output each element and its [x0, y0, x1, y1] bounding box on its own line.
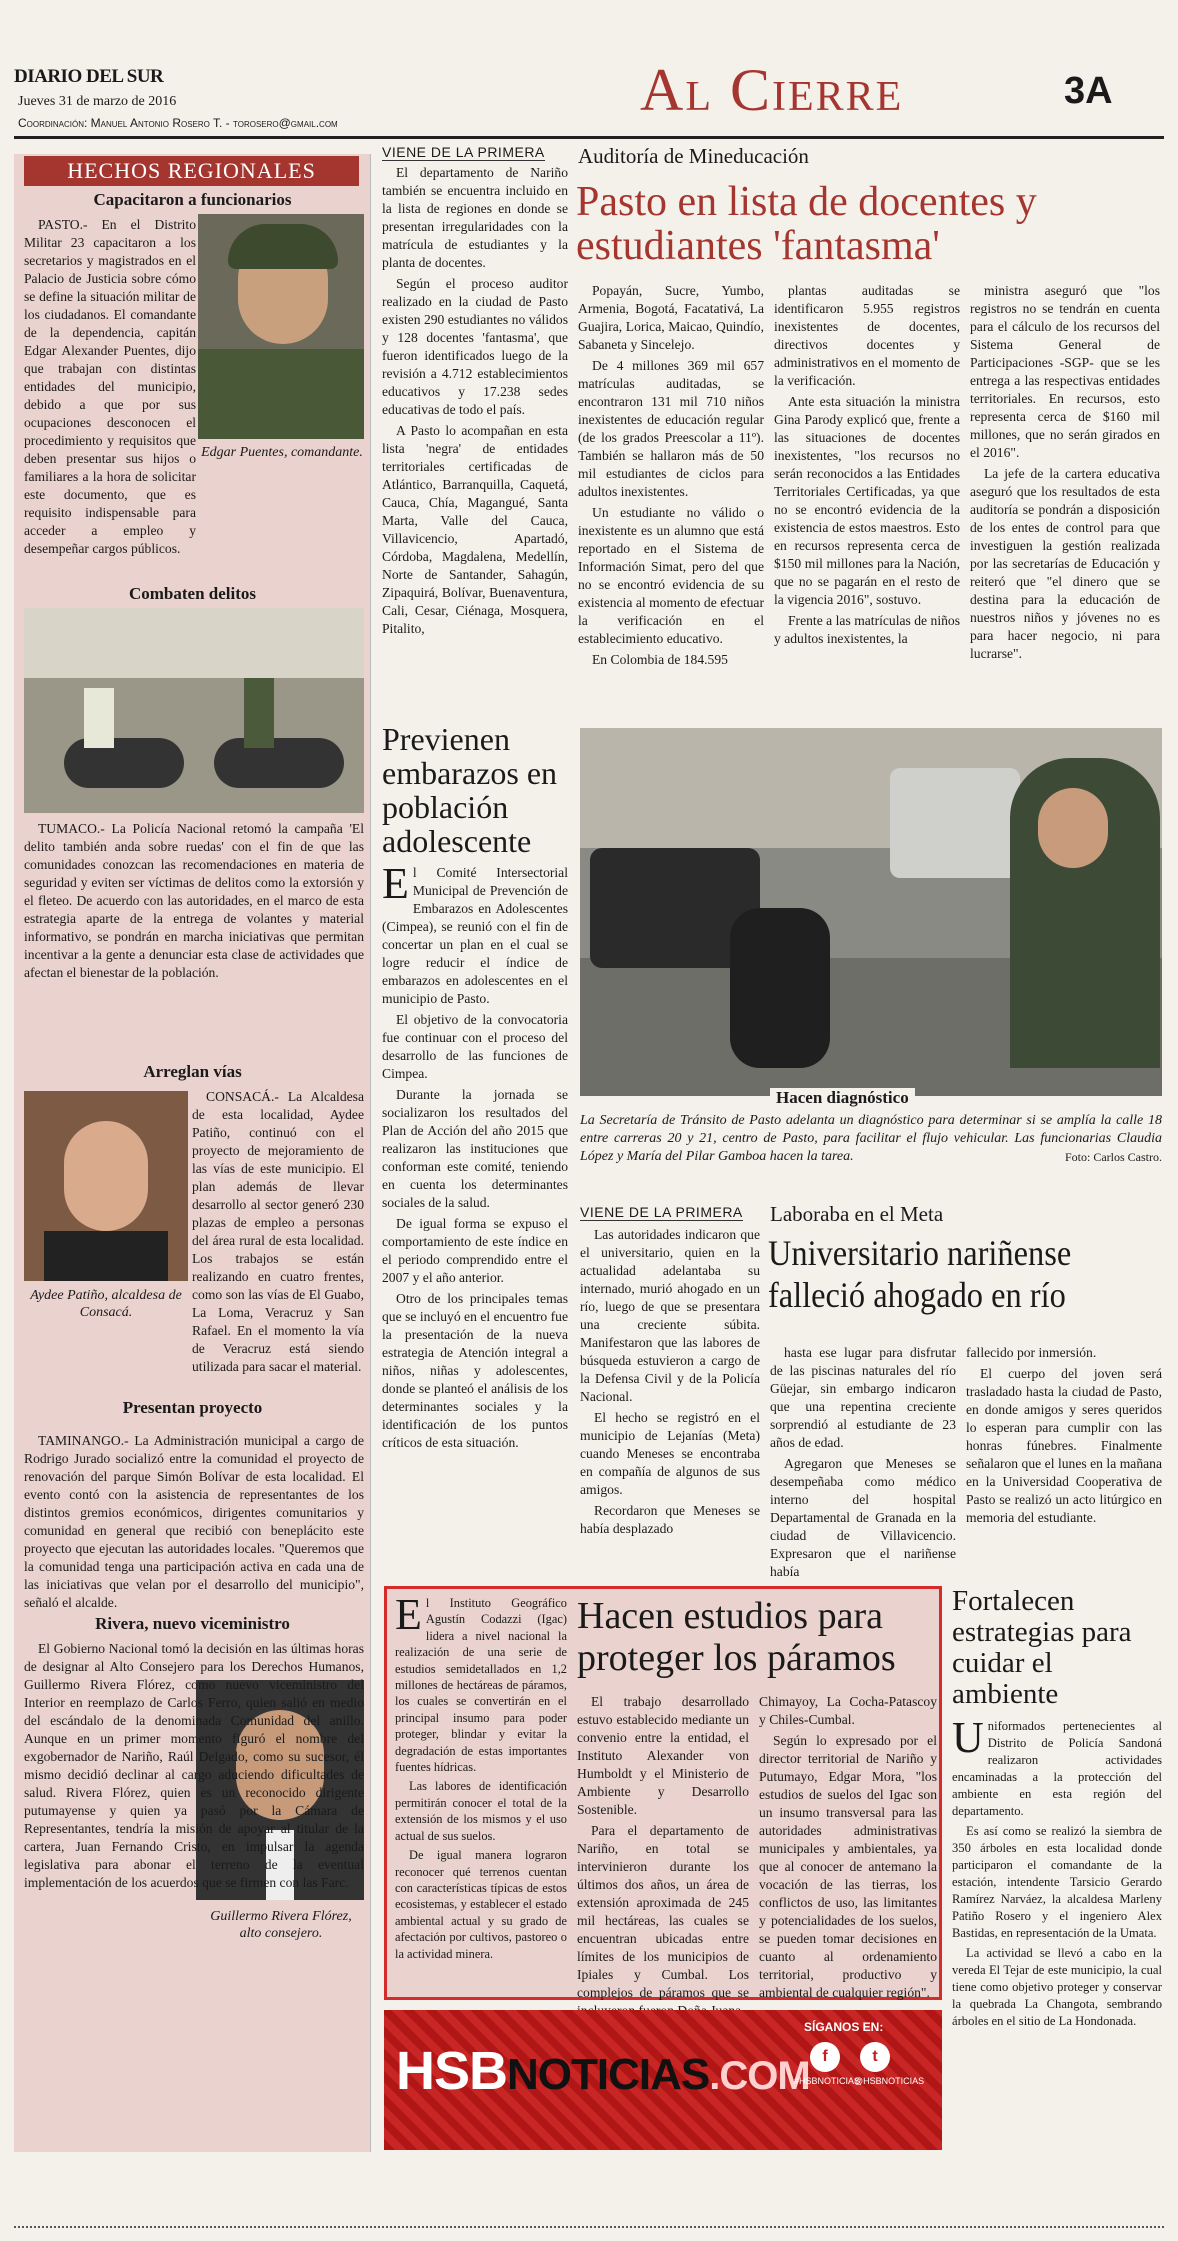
street-photo — [580, 728, 1162, 1096]
section-title: Al Cierre — [640, 57, 904, 123]
photo-credit: Foto: Carlos Castro. — [1064, 1150, 1162, 1164]
paramos-box — [384, 1586, 942, 2000]
paramos-p6: Chimayoy, La Cocha-Patascoy y Chiles-Cumbal. — [759, 1694, 937, 1727]
main-p6: Un estudiante no válido o inexistente es un alumno que está reportado en el Sistema de Información Simat, pero del que no se encontró evidencia de su existencia al momento de efectuar la verificación en el establecimiento educativo. — [578, 505, 764, 646]
paramos-p2: Las labores de identificación permitirán conocer el total de la extensión de los mismos y el uso actual de sus suelos. — [395, 1779, 567, 1843]
main-p9: Ante esta situación la ministra Gina Parody explicó que, frente a las situaciones de docentes inexistentes, "los recursos no serán reconocidos a las Entidades Territoriales Certificadas, ya que no se encontró evidencia de la existencia de estos maestros. Esto en recursos representa cerca de $150 mil millones para la Nación, que no se pagarán en el resto de la vigencia 2016", sostuvo. — [774, 394, 960, 607]
ad-noticias: NOTICIAS — [507, 2050, 710, 2099]
s5-text: El Gobierno Nacional tomó la decisión en las últimas horas de designar al Alto Consejero para los Derechos Humanos, Guillermo Rivera Flórez, como nuevo viceministro del Interior en reemplazo de Carlos Ferro, quien salió en medio del escándalo de la denominada Comunidad del anillo. Aunque en un primer momento figuró el nombre del exgobernador de Nariño, Raúl Delgado, como su sucesor, él mismo decidió declinar al cargo aduciendo dificultades de salud. Rivera Flórez, quien es un reconocido dirigente putumayense y quien ya pasó por la Cámara de Representantes, tendría la misión de apoyar al titular de la cartera, Juan Fernando Cristo, en impulsar la agenda legislativa para abonar el terreno de la eventual implementación de los acuerdos que se firmen con las Farc. — [24, 1641, 364, 1890]
emb-p5: Otro de los principales temas que se incluyó en el encuentro fue la presentación de la nueva estrategia de Atención integral a niños, niñas y adolescentes, donde se planteó el análisis de los determinantes sociales y la identificación de los puntos críticos de esta situación. — [382, 1291, 568, 1450]
main-col4 — [970, 282, 1160, 666]
main-kicker: VIENE DE LA PRIMERA — [382, 144, 545, 160]
meta-kicker: VIENE DE LA PRIMERA — [580, 1204, 743, 1220]
main-p1: El departamento de Nariño también se encuentra incluido en la lista de regiones en donde se presentan irregularidades con la matrícula de estudiantes y la planta de docentes. — [382, 165, 568, 270]
hsb-ad[interactable] — [384, 2010, 942, 2150]
paramos-p7: Según lo expresado por el director territorial de Nariño y Putumayo, Edgar Mora, "los estudios de suelos del Igac son un insumo transversal para las autoridades administrativas municipales y ambientales, ya que al conocer de antemano la vocación de las tierras, los conflictos de uso, las limitantes y potencialidades de los suelos, se pueden tomar decisiones en cuanto al ordenamiento territorial, productivo y ambiental de cualquier región". — [759, 1733, 937, 2000]
s4-text: TAMINANGO.- La Administración municipal a cargo de Rodrigo Jurado socializó entre la comunidad el proyecto de renovación del parque Simón Bolívar de esta localidad. El evento contó con la asistencia de representantes de los distintos gremios económicos, dirigentes comunitarios y comunidad en general que recibió con beneplácito este proyecto que ejecutan las autoridades locales. "Queremos que la comunidad tenga una participación activa en cada una de las iniciativas que velan por el desarrollo del municipio", señaló el alcalde. — [24, 1433, 364, 1610]
meta-p4: hasta ese lugar para disfrutar de las piscinas naturales del río Güejar, sin embargo indicaron que una repentina creciente sorprendió al estudiante de 23 años de edad. — [770, 1345, 956, 1450]
main-p4: Popayán, Sucre, Yumbo, Armenia, Bogotá, Facatativá, La Guajira, Lorica, Maicao, Quindío, Sabaneta y Sincelejo. — [578, 283, 764, 352]
coordinator: Coordinación: Manuel Antonio Rosero T. - torosero@gmail.com — [18, 116, 338, 130]
s2-title: Combaten delitos — [128, 584, 257, 603]
s3-title: Arreglan vías — [143, 1062, 242, 1081]
paramos-col3 — [759, 1693, 937, 2005]
emb-story — [382, 722, 568, 1455]
main-p8: plantas auditadas se identificaron 5.955 registros inexistentes de docentes, directivos docentes y administrativos en el momento de la verificación. — [774, 283, 960, 388]
s1-caption: Edgar Puentes, comandante. — [201, 445, 363, 460]
s5-body — [24, 1640, 364, 1895]
regional-header: HECHOS REGIONALES — [24, 156, 359, 186]
ad-com: .COM — [709, 2054, 810, 2098]
meta-p7: El cuerpo del joven será trasladado hasta la ciudad de Pasto, en donde amigos y seres queridos lo esperan para cumplir con las honras fúnebres. Finalmente señalaron que el lunes en la mañana en la Universidad Cooperativa de Pasto se realizó un acto litúrgico en memoria del estudiante. — [966, 1366, 1162, 1525]
ambiente-story — [952, 1586, 1162, 2033]
ad-handle-2: @HSBNOTICIAS — [854, 2076, 925, 2086]
emb-p3: Durante la jornada se socializaron los resultados del Plan de Acción del año 2015 que realizaron las instituciones que conforman este comité, teniendo en cuenta los determinantes sociales de la salud. — [382, 1087, 568, 1210]
paramos-headline: Hacen estudios para proteger los páramos — [577, 1595, 896, 1679]
s4-title: Presentan proyecto — [122, 1398, 263, 1417]
meta-headline: Universitario nariñense falleció ahogado en río — [768, 1233, 1072, 1315]
meta-col1 — [580, 1226, 760, 1541]
edgar-photo — [198, 214, 364, 439]
twitter-icon[interactable]: t — [860, 2042, 890, 2072]
ambiente-p1: Uniformados pertenecientes al Distrito de Policía Sandoná realizaron actividades encaminadas a la protección del ambiente en esta región del departamento. — [952, 1713, 1162, 1818]
aydee-photo — [24, 1091, 188, 1281]
s2-body — [24, 820, 364, 985]
meta-p6: fallecido por inmersión. — [966, 1345, 1097, 1360]
ad-handle-1: #HSBNOTICIAS — [794, 2076, 861, 2086]
masthead-rule — [14, 136, 1164, 139]
main-subtitle: Auditoría de Mineducación — [578, 144, 809, 168]
ambiente-p2: Es así como se realizó la siembra de 350 árboles en esta localidad donde participaron el comandante de la estación, intendente Tarsicio Gerardo Ramírez Narváez, la alcaldesa Marleny Patiño Rosero y el ingeniero Alex Bastidas, en representación de la Umata. — [952, 1824, 1162, 1940]
s4-body — [24, 1432, 364, 1615]
emb-p2: El objetivo de la convocatoria fue continuar con el proceso del desarrollo de las funciones de Cimpea. — [382, 1012, 568, 1081]
main-col3 — [774, 282, 960, 651]
main-p10: Frente a las matrículas de niños y adultos inexistentes, la — [774, 613, 960, 646]
paramos-col1 — [395, 1590, 567, 1965]
regional-column — [14, 154, 371, 2152]
paramos-col2 — [577, 1693, 749, 2023]
s2-text: TUMACO.- La Policía Nacional retomó la campaña 'El delito también anda sobre ruedas' con el fin de que las comunidades conozcan las recomendaciones en materia de seguridad y eviten ser víctimas de delitos como la extorsión y el fleteo. De acuerdo con las autoridades, en el marco de esta estrategia aparte de la entrega de volantes y material informativo, se pondrán en marcha iniciativas que permitan incentivar a la gente a denunciar esta clase de actividades que afectan el bienestar de la población. — [24, 821, 364, 980]
s1-title: Capacitaron a funcionarios — [93, 190, 292, 209]
brand-logo: DIARIO DEL SUR — [14, 66, 164, 87]
meta-col2 — [770, 1344, 956, 1584]
ambiente-p3: La actividad se llevó a cabo en la vereda El Tejar de este municipio, la cual tiene como objetivo proteger y conservar la quebrada La Changota, sembrando árboles en el sitio de La Hondonada. — [952, 1946, 1162, 2028]
diagnostico-block — [580, 728, 1162, 1200]
paramos-p4: El trabajo desarrollado estuvo establecido mediante un convenio entre la entidad, el Instituto Alexander von Humboldt y el Ministerio de Ambiente y Desarrollo Sostenible. — [577, 1694, 749, 1817]
ambiente-headline: Fortalecen estrategias para cuidar el ambiente — [952, 1585, 1132, 1710]
page-bottom-rule — [14, 2226, 1164, 2228]
photo-title: Hacen diagnóstico — [770, 1088, 915, 1108]
page-number: 3A — [1064, 70, 1113, 112]
main-p3: A Pasto lo acompañan en esta lista 'negra' de entidades territoriales certificadas de Atlántico, Barranquilla, Caquetá, Cauca, Chía, Magangué, Santa Marta, Valle del Cauca, Villavicencio, Apartadó, Córdoba, Magdalena, Medellín, Norte de Santander, Sahagún, Zipaquirá, Bolívar, Buenaventura, Cali, Cesar, Ciénaga, Mosquera, Pitalito, — [382, 423, 568, 636]
s1-body-a — [24, 216, 196, 556]
facebook-icon[interactable]: f — [810, 2042, 840, 2072]
emb-p1: El Comité Intersectorial Municipal de Prevención de Embarazos en Adolescentes (Cimpea), se reunió con el fin de concertar un plan en el cual se logre reducir el índice de embarazos en adolescentes en el municipio de Pasto. — [382, 859, 568, 1006]
meta-p1: Las autoridades indicaron que el universitario, quien en la actualidad adelantaba su internado, murió ahogado en un río, luego de que se presentara una creciente súbita. Manifestaron que las labores de búsqueda estuvieron a cargo de la Defensa Civil y de la Policía Nacional. — [580, 1227, 760, 1404]
paramos-p5: Para el departamento de Nariño, en total se intervinieron durante los últimos dos años, un área de extensión aproximada de 245 mil hectáreas, las cuales se encuentran ubicadas entre límites de los municipios de Ipiales y Cumbal. Los complejos de páramos que se — [577, 1823, 749, 2000]
main-col2 — [578, 282, 764, 672]
ad-logo — [396, 2041, 810, 2101]
main-p12: La jefe de la cartera educativa aseguró que los resultados de esta auditoría se pondrán a disposición de los entes de control para que investiguen la gestión realizada por las secretarías de Educación y reiteró que "el dinero que se destina para la educación de nuestros niños y jóvenes no es para hacer negocio, ni para lucrarse". — [970, 466, 1160, 661]
s3-body — [192, 1088, 364, 1374]
ad-follow: SÍGANOS EN: — [804, 2020, 884, 2034]
caption-text: La Secretaría de Tránsito de Pasto adelanta un diagnóstico para determinar si se amplía la calle 18 entre carreras 20 y 21, centro de Pasto, para facilitar el flujo vehicular. Las funcionarias Claudia López y María del Pilar Gamboa hacen la tarea. — [580, 1113, 1162, 1164]
main-p7: En Colombia de 184.595 — [592, 652, 728, 667]
ad-hsb: HSB — [396, 2041, 508, 2101]
s1-text: PASTO.- En el Distrito Militar 23 capacitaron a los secretarios y magistrados en el Palacio de Justicia sobre cómo se define la situación militar de los ciudadanos. El comandante de la dependencia, capitán Edgar Alexander Puentes, dijo que trabajan con distintas entidades del municipio, debido a que por sus ocupaciones desconocen el procedimiento y requisitos que deben presentar sus hijos o familiares a la hora de solicitar este documento, que es requisito indispensable para acceder a empleo y desempeñar cargos públicos. — [24, 217, 196, 556]
meta-col3 — [966, 1344, 1162, 1530]
s5-title: Rivera, nuevo viceministro — [95, 1614, 290, 1633]
s3-caption: Aydee Patiño, alcaldesa de Consacá. — [30, 1288, 182, 1320]
meta-p3: Recordaron que Meneses se había desplazado — [580, 1503, 760, 1536]
paramos-p3: De igual manera lograron reconocer qué terrenos cuentan con características típicas de estos ecosistemas, y establecer el estado ambiental actual y su grado de afectación por cultivos, pastoreo o la actividad minera. — [395, 1848, 567, 1961]
s5-caption: Guillermo Rivera Flórez, alto consejero. — [198, 1908, 364, 1942]
main-p2: Según el proceso auditor realizado en la ciudad de Pasto existen 290 estudiantes no válidos y 128 docentes 'fantasma', que fueron identificados luego de la revisión a 4.712 establecimientos educativos y 17.238 sedes educativas de todo el país. — [382, 276, 568, 417]
main-p11: ministra aseguró que "los registros no se tendrán en cuenta para el cálculo de los recursos del Sistema General de Participaciones -SGP- que se les entrega a las respectivas entidades territoriales. En recursos, esto representa cerca de $160 mil millones, que no serán girados en el 2016". — [970, 283, 1160, 460]
meta-p5: Agregaron que Meneses se desempeñaba como médico interno del hospital Departamental de Granada en la ciudad de Villavicencio. Expresaron que el nariñense había — [770, 1456, 956, 1579]
issue-date: Jueves 31 de marzo de 2016 — [18, 94, 177, 109]
main-col1 — [382, 164, 568, 641]
meta-p2: El hecho se registró en el municipio de Lejanías (Meta) cuando Meneses se encontraba en compañía de algunos de sus amigos. — [580, 1410, 760, 1497]
photo-caption — [580, 1112, 1162, 1166]
emb-p4: De igual forma se expuso el comportamiento de este índice en el periodo comprendido entre el 2007 y el año anterior. — [382, 1216, 568, 1285]
police-photo — [24, 608, 364, 813]
main-headline: Pasto en lista de docentes y estudiantes 'fantasma' — [576, 179, 1037, 269]
emb-headline: Previenen embarazos en población adolescente — [382, 721, 558, 859]
s3-text: CONSACÁ.- La Alcaldesa de esta localidad, Aydee Patiño, continuó con el proyecto de mejoramiento de las vías de este municipio. El plan además de llevar desarrollo al sector generó 230 plazas de empleo a personas del área rural de esta localidad. Los trabajos se están realizando en cuatro frentes, como son las vías de El Guabo, La Loma, Veracruz y San Rafael. En el momento la vía de Veracruz está siendo utilizada para sacar el material. — [192, 1089, 364, 1374]
paramos-p1: El Instituto Geográfico Agustín Codazzi (Igac) lidera a nivel nacional la realización de una serie de estudios semidetallados en 1,2 millones de hectáreas de páramos, los cuales se convertirán en el principal insumo para poder proteger, blindar y evitar la degradación de estas importantes fuentes hídricas. — [395, 1590, 567, 1775]
meta-subtitle: Laboraba en el Meta — [770, 1202, 944, 1226]
main-p5: De 4 millones 369 mil 657 matrículas auditadas, se encontraron 131 mil 710 niños inexistentes de educación regular (de los grados Preescolar a 11º). También se hallaron más de 50 mil estudiantes de ciclos para adultos inexistentes. — [578, 358, 764, 499]
